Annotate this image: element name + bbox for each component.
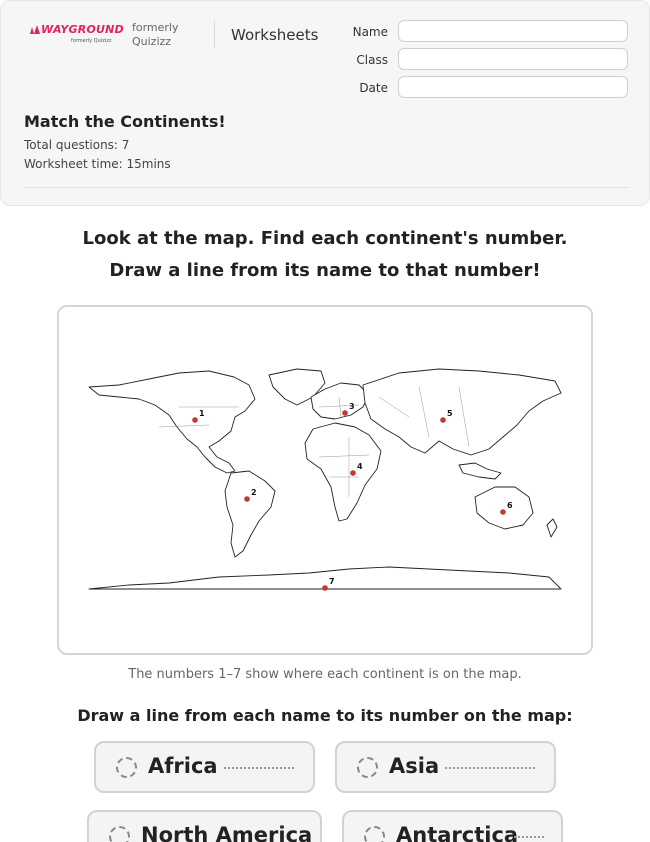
class-field[interactable] (398, 48, 628, 70)
class-label: Class (356, 53, 388, 67)
option-north-america[interactable] (87, 810, 322, 842)
marker-label-3: 3 (349, 402, 355, 411)
logo-wordmark: WAYGROUND (41, 23, 124, 36)
connector-circle-icon[interactable] (357, 757, 378, 778)
date-label: Date (359, 81, 388, 95)
option-asia[interactable] (335, 741, 556, 793)
marker-label-5: 5 (447, 409, 453, 418)
instruction-line-2: Draw a line from its name to that number! (109, 260, 541, 281)
header-divider (214, 21, 215, 49)
dotted-leader (445, 767, 535, 769)
name-label: Name (352, 25, 388, 39)
option-label: North America (141, 823, 313, 842)
date-field[interactable] (398, 76, 628, 98)
worksheet-title: Match the Continents! (24, 112, 226, 131)
dotted-leader (514, 836, 544, 838)
option-label: Antarctica (396, 823, 519, 842)
formerly-quizizz-text: formerly Quizizz (132, 21, 179, 48)
marker-label-4: 4 (357, 462, 363, 471)
north-america-shape (89, 371, 255, 473)
new-zealand-shape (547, 519, 557, 537)
marker-dot-6 (500, 509, 506, 515)
name-field[interactable] (398, 20, 628, 42)
asia-shape (363, 369, 561, 455)
world-map (59, 307, 591, 653)
worksheet-header (0, 0, 650, 206)
marker-dot-2 (244, 496, 250, 502)
marker-dot-4 (350, 470, 356, 476)
indonesia-shape (459, 463, 501, 479)
logo-subtext: formerly Quizizz (71, 38, 112, 44)
marker-label-2: 2 (251, 488, 257, 497)
marker-dot-3 (342, 410, 348, 416)
marker-dot-1 (192, 417, 198, 423)
australia-shape (475, 487, 533, 529)
marker-label-6: 6 (507, 501, 513, 510)
map-caption: The numbers 1–7 show where each continent is on the map. (128, 667, 522, 682)
marker-dot-5 (440, 417, 446, 423)
south-america-shape (225, 471, 275, 557)
total-questions: Total questions: 7 (24, 138, 130, 152)
marker-label-1: 1 (199, 409, 205, 418)
marker-dot-7 (322, 585, 328, 591)
matching-prompt: Draw a line from each name to its number on the map: (77, 706, 573, 725)
option-label: Asia (389, 754, 440, 778)
connector-circle-icon[interactable] (364, 826, 385, 842)
worksheet-time: Worksheet time: 15mins (24, 157, 171, 171)
dotted-leader (224, 767, 294, 769)
wayground-logo (29, 23, 124, 49)
section-label: Worksheets (231, 26, 319, 44)
option-antarctica[interactable] (342, 810, 563, 842)
world-map-frame (57, 305, 593, 655)
connector-circle-icon[interactable] (116, 757, 137, 778)
option-label: Africa (148, 754, 218, 778)
africa-shape (305, 423, 381, 521)
header-rule (24, 187, 628, 188)
marker-label-7: 7 (329, 577, 335, 586)
connector-circle-icon[interactable] (109, 826, 130, 842)
option-africa[interactable] (94, 741, 315, 793)
continent-outlines (89, 369, 561, 589)
instruction-line-1: Look at the map. Find each continent's number. (82, 228, 568, 249)
